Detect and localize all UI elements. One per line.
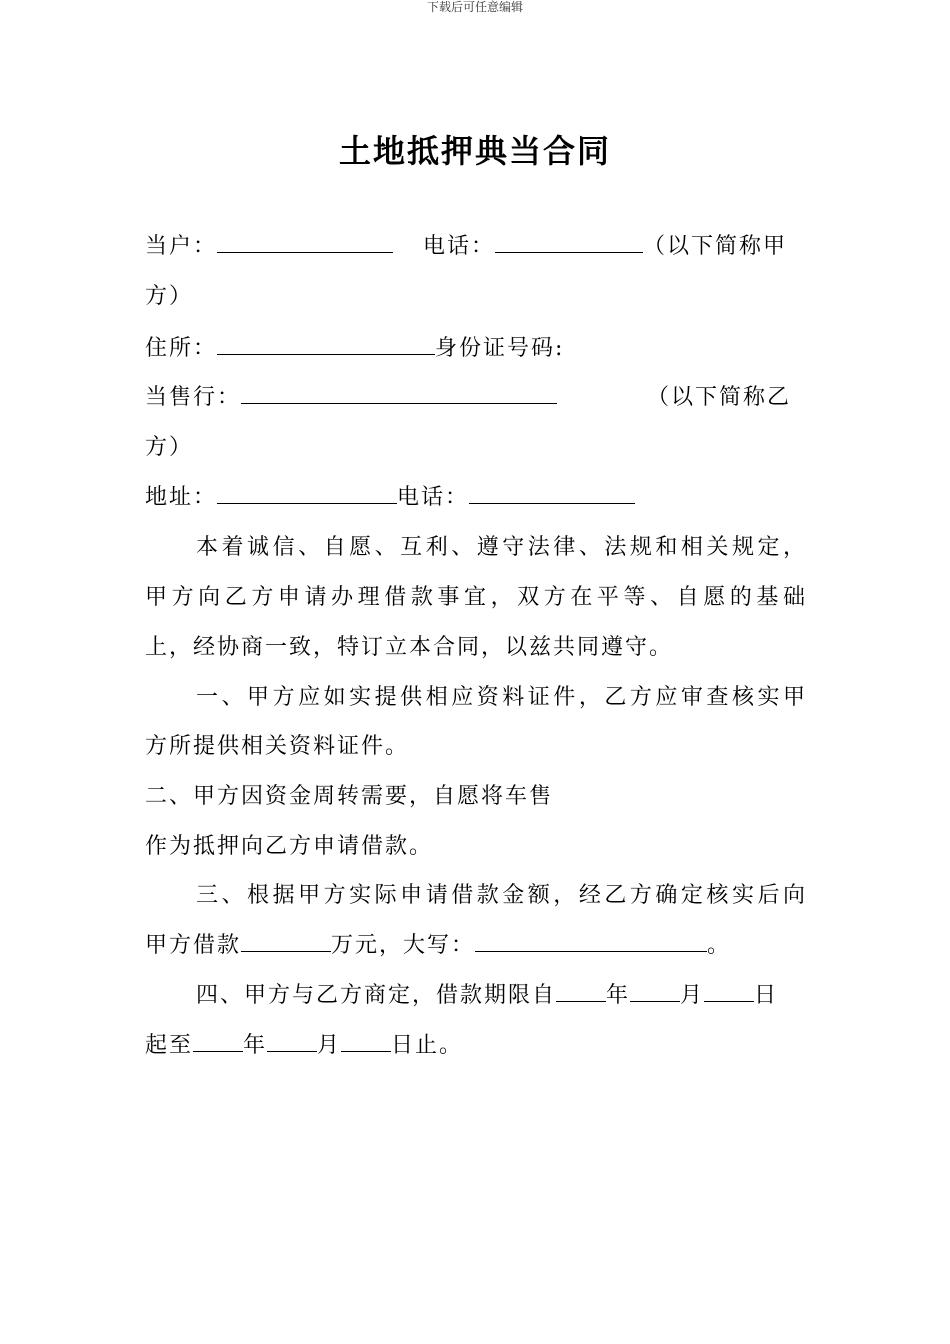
party-a-line xyxy=(145,222,807,272)
party-b-line xyxy=(145,373,807,423)
contract-title: 土地抵押典当合同 xyxy=(338,132,611,170)
phone-label: 电话： xyxy=(397,485,470,510)
clause-3-end: 。 xyxy=(707,933,732,958)
start-day-field[interactable] xyxy=(704,973,754,1002)
amount-field[interactable] xyxy=(241,923,331,952)
address-label: 地址： xyxy=(145,485,218,510)
preamble-line-2: 甲方向乙方申请办理借款事宜，双方在平等、自愿的基础 xyxy=(145,585,807,610)
clause-1-line-2: 方所提供相关资料证件。 xyxy=(145,734,410,759)
id-label: 身份证号码: xyxy=(435,336,565,361)
amount-label: 甲方借款 xyxy=(145,933,242,958)
phone-field[interactable] xyxy=(469,475,635,504)
clause-2-line-1: 二、甲方因资金周转需要，自愿将车售 xyxy=(145,784,554,809)
party-a-alias-close: 方） xyxy=(145,284,194,309)
holder-field[interactable] xyxy=(217,224,393,253)
party-a-address-line xyxy=(145,324,807,374)
clause-4-line-2 xyxy=(145,1021,807,1071)
term-intro: 四、甲方与乙方商定，借款期限自 xyxy=(196,983,557,1008)
party-b-alias-close: 方） xyxy=(145,435,194,460)
term-to: 起至 xyxy=(145,1033,194,1058)
address-label: 住所： xyxy=(145,336,218,361)
amount-unit: 万元，大写： xyxy=(331,933,476,958)
seller-label: 当售行： xyxy=(145,385,242,410)
preamble-line-1: 本着诚信、自愿、互利、遵守法律、法规和相关规定， xyxy=(196,535,807,560)
address-field[interactable] xyxy=(217,326,435,355)
end-day-field[interactable] xyxy=(341,1023,391,1052)
header-note: 下载后可任意编辑 xyxy=(426,0,523,14)
year-label: 年 xyxy=(243,1033,268,1058)
end-year-field[interactable] xyxy=(193,1023,243,1052)
year-label: 年 xyxy=(606,983,631,1008)
end-day-label: 日止。 xyxy=(391,1033,464,1058)
holder-label: 当户： xyxy=(145,234,218,259)
clause-2-line-2: 作为抵押向乙方申请借款。 xyxy=(145,834,434,859)
phone-label: 电话： xyxy=(423,234,496,259)
phone-field[interactable] xyxy=(495,224,643,253)
clause-3-line-2 xyxy=(145,921,807,971)
preamble-line-3: 上，经协商一致，特订立本合同，以兹共同遵守。 xyxy=(145,635,674,660)
clause-3-line-1: 三、根据甲方实际申请借款金额，经乙方确定核实后向 xyxy=(196,883,807,908)
month-label: 月 xyxy=(680,983,705,1008)
party-a-alias: （以下简称甲 xyxy=(643,234,788,259)
clause-4-line-1 xyxy=(196,971,807,1021)
month-label: 月 xyxy=(317,1033,342,1058)
day-label: 日 xyxy=(754,983,779,1008)
seller-field[interactable] xyxy=(241,375,557,404)
party-b-address-line xyxy=(145,473,807,523)
end-month-field[interactable] xyxy=(267,1023,317,1052)
address-field[interactable] xyxy=(217,475,397,504)
start-month-field[interactable] xyxy=(630,973,680,1002)
amount-words-field[interactable] xyxy=(475,923,707,952)
start-year-field[interactable] xyxy=(556,973,606,1002)
party-b-alias: （以下简称乙 xyxy=(647,385,792,410)
clause-1-line-1: 一、甲方应如实提供相应资料证件，乙方应审查核实甲 xyxy=(196,685,807,710)
